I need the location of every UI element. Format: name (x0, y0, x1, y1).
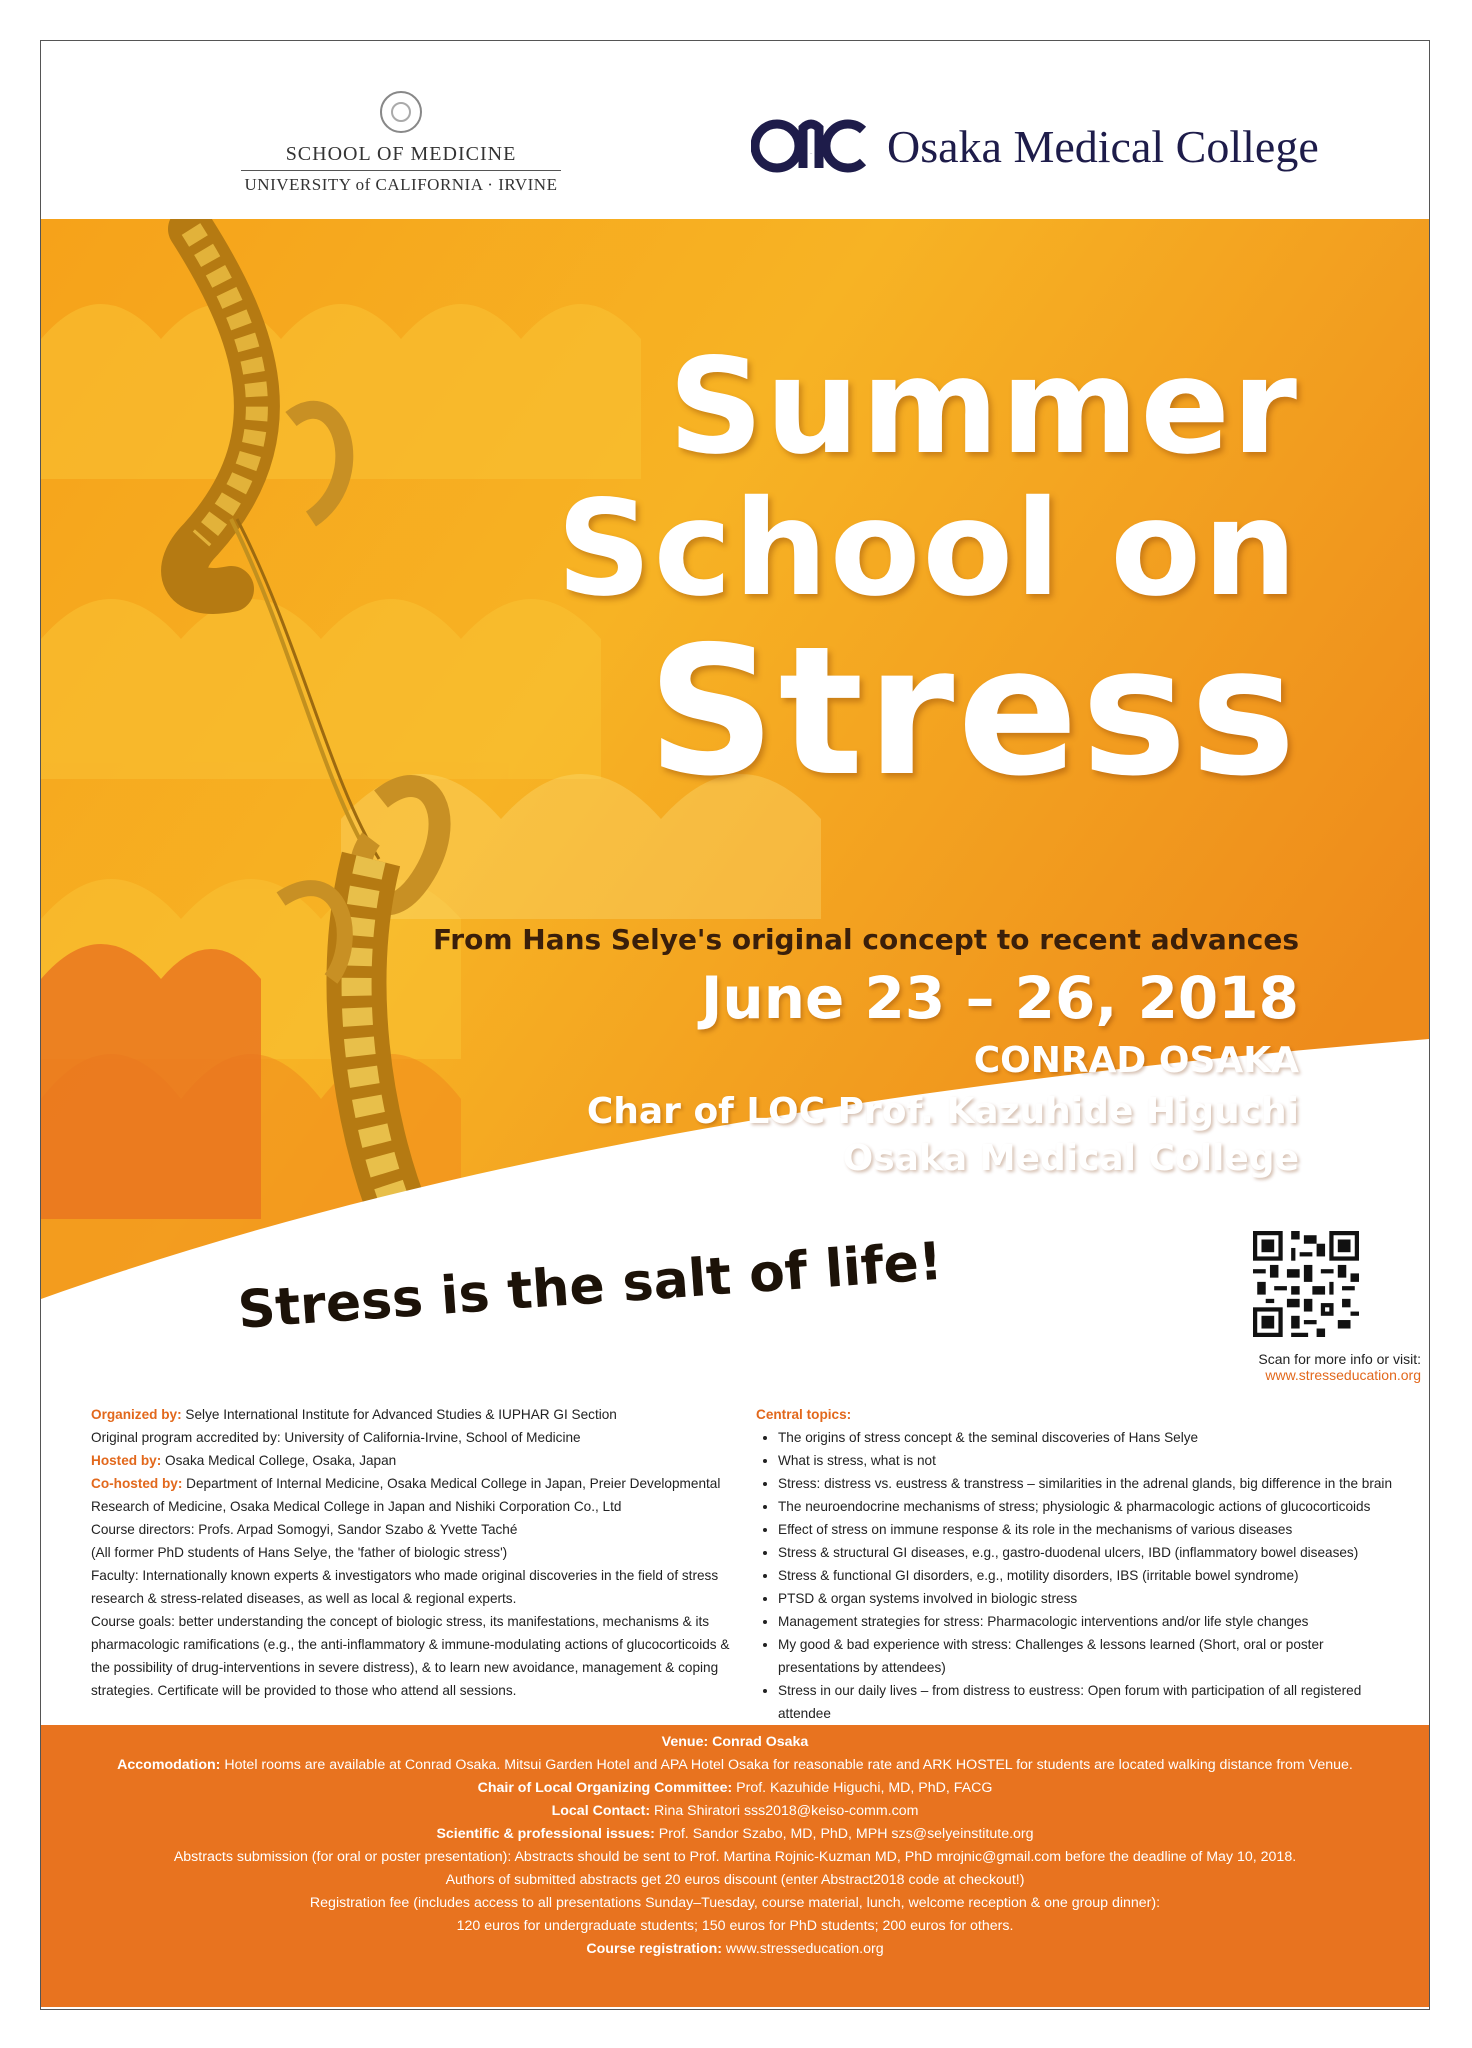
scan-text: Scan for more info or visit: (1258, 1351, 1421, 1367)
topic-item: • My good & bad experience with stress: Challenges & lessons learned (Short, oral or poster presentations by attendees) (778, 1633, 1406, 1679)
registration-fee: Registration fee (includes access to all presentations Sunday–Tuesday, course material, lunch, welcome reception & one group dinner): (309, 1895, 1161, 1911)
logistics-box (41, 1725, 1429, 2007)
topic-item: • The neuroendocrine mechanisms of stress; physiologic & pharmacologic actions of glucocorticoids (778, 1495, 1406, 1518)
uci-logo (241, 91, 561, 195)
chair-text: Prof. Kazuhide Higuchi, MD, PhD, FACG (732, 1780, 993, 1796)
topic-item: • Stress & structural GI diseases, e.g., gastro-duodenal ulcers, IBD (inflammatory bowel diseases) (778, 1541, 1406, 1564)
uci-school-name: SCHOOL OF MEDICINE (285, 143, 517, 165)
accom-text: Hotel rooms are available at Conrad Osaka. Mitsui Garden Hotel and APA Hotel Osaka for reasonable rate and ARK HOSTEL for students are located walking distance from Venue. (220, 1757, 1353, 1773)
topic-item: • Management strategies for stress: Pharmacologic interventions and/or life style changes (778, 1610, 1406, 1633)
qr-code-icon[interactable] (1253, 1231, 1359, 1337)
venue-heading: Venue: Conrad Osaka (661, 1734, 809, 1750)
organized-label: Organized by: (91, 1407, 182, 1422)
accredited-by: Original program accredited by: University of California-Irvine, School of Medicine (91, 1430, 581, 1445)
hosted-by (91, 1449, 751, 1472)
topic-item: • Stress in our daily lives – from distress to eustress: Open forum with participation of all registered attendee (778, 1679, 1406, 1725)
topic-item: • PTSD & organ systems involved in biologic stress (778, 1587, 1406, 1610)
topic-item: • Stress & functional GI disorders, e.g., motility disorders, IBS (irritable bowel syndrome) (778, 1564, 1406, 1587)
contact-text[interactable]: Rina Shiratori sss2018@keiso-comm.com (650, 1803, 919, 1819)
slogan: Stress is the salt of life! (236, 1231, 945, 1341)
omc-logo-icon (751, 114, 871, 178)
uci-university-name: UNIVERSITY of CALIFORNIA · IRVINE (244, 175, 558, 194)
sci-label: Scientific & professional issues: (436, 1826, 655, 1842)
website-link[interactable]: www.stresseducation.org (1265, 1367, 1421, 1383)
omc-logo (751, 111, 1319, 181)
cohosted-label: Co-hosted by: (91, 1476, 183, 1491)
event-venue: CONRAD OSAKA (973, 1040, 1299, 1081)
course-registration (41, 1938, 1429, 1961)
abstract-discount: Authors of submitted abstracts get 20 euros discount (enter Abstract2018 code at checkout!) (445, 1872, 1025, 1888)
sci-text[interactable]: Prof. Sandor Szabo, MD, PhD, MPH szs@selyeinstitute.org (654, 1826, 1034, 1842)
title-line-3: Stress (647, 608, 1299, 815)
topic-item: • Effect of stress on immune response & its role in the mechanisms of various diseases (778, 1518, 1406, 1541)
subtitle: From Hans Selye's original concept to recent advances (432, 923, 1299, 956)
organized-text: Selye International Institute for Advanced Studies & IUPHAR GI Section (181, 1407, 617, 1422)
scientific-issues (41, 1823, 1429, 1846)
loc-chair-org: Osaka Medical College (842, 1138, 1299, 1179)
omc-logo-text: OMC (809, 154, 813, 155)
cohosted-text: Department of Internal Medicine, Osaka Medical College in Japan, Preier Developmental Research of Medicine, Osaka Medical College in Japan and Nishiki Corporation Co., Ltd (91, 1476, 721, 1514)
abstracts-submission: Abstracts submission (for oral or poster presentation): Abstracts should be sent to Prof. Martina Rojnic-Kuzman MD, PhD mrojnic@gmail.com before the deadline of May 10, 2018. (173, 1849, 1297, 1865)
accom-label: Accomodation: (117, 1757, 221, 1773)
directors-note: (All former PhD students of Hans Selye, the 'father of biologic stress') (91, 1545, 508, 1560)
hosted-label: Hosted by: (91, 1453, 162, 1468)
contact-label: Local Contact: (551, 1803, 651, 1819)
organized-by (91, 1403, 751, 1426)
poster (40, 40, 1430, 2010)
hosted-text: Osaka Medical College, Osaka, Japan (161, 1453, 397, 1468)
title-line-2: School on (556, 472, 1299, 626)
topics-label: Central topics: (756, 1407, 852, 1422)
central-topics (756, 1403, 1406, 1725)
reg-label: Course registration: (586, 1941, 722, 1957)
topic-item: • What is stress, what is not (778, 1449, 1406, 1472)
committee-chair (41, 1777, 1429, 1800)
course-goals: Course goals: better understanding the concept of biologic stress, its manifestations, mechanisms & its pharmacologic ramifications (e.g., the anti-inflammatory & immune-modulating actions of glucocorticoids & the possibility of drug-interventions in severe distress), & to learn new avoidance, management & coping strategies. Certificate will be provided to those who attend all sessions. (91, 1614, 730, 1698)
local-contact (41, 1800, 1429, 1823)
loc-chair: Char of LOC Prof. Kazuhide Higuchi (586, 1091, 1299, 1132)
event-dates: June 23 – 26, 2018 (700, 964, 1299, 1032)
cohosted-by (91, 1472, 751, 1518)
topics-list (756, 1426, 1406, 1725)
event-info (433, 923, 1299, 1179)
topic-item: • Stress: distress vs. eustress & transtress – similarities in the adrenal glands, big difference in the brain (778, 1472, 1406, 1495)
faculty: Faculty: Internationally known experts & investigators who made original discoveries in the field of stress research & stress-related diseases, as well as local & regional experts. (91, 1568, 719, 1606)
accommodation (41, 1754, 1429, 1777)
omc-college-name: Osaka Medical College (887, 120, 1319, 172)
organizer-details (91, 1403, 751, 1702)
divider (241, 170, 561, 171)
fee-amounts: 120 euros for undergraduate students; 150 euros for PhD students; 200 euros for others. (456, 1918, 1014, 1934)
poster-title (556, 330, 1299, 815)
topic-item: • The origins of stress concept & the seminal discoveries of Hans Selye (778, 1426, 1406, 1449)
reg-link[interactable]: www.stresseducation.org (721, 1941, 884, 1957)
title-line-1: Summer (668, 330, 1299, 484)
course-directors: Course directors: Profs. Arpad Somogyi, Sandor Szabo & Yvette Taché (91, 1522, 518, 1537)
chair-label: Chair of Local Organizing Committee: (477, 1780, 733, 1796)
uci-seal-icon (380, 91, 422, 133)
qr-caption (1181, 1351, 1421, 1383)
